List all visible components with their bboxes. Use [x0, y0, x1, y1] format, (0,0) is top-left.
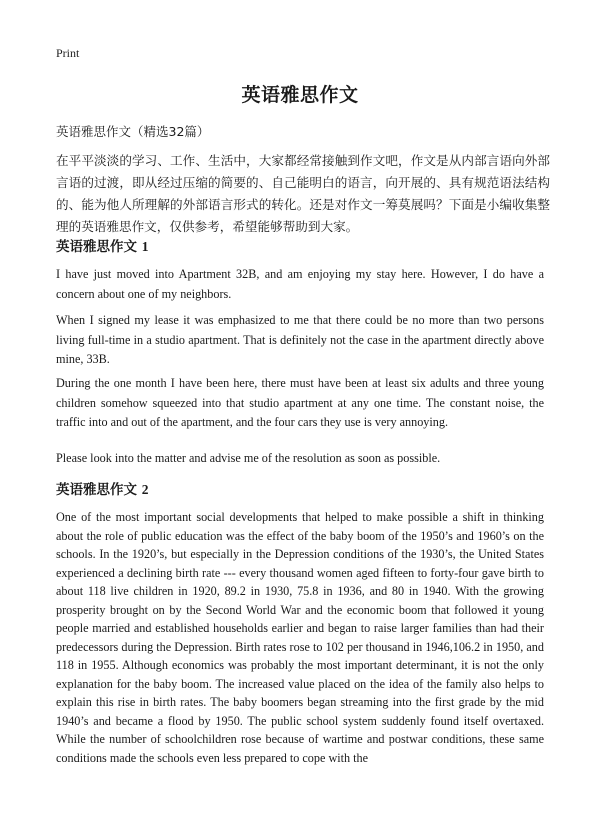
essay2-paragraph-1: One of the most important social developments that helped to make possible a shift in thinking about the role of public education was the effect of the baby boom of the 1950’s and 1960’s on the schools. In the 1920’s, but especially in the Depression conditions of the 1930’s, the United States experienced a declining birth rate --- every thousand women aged fifteen to forty-four gave birth to about 118 live children in 1920, 89.2 in 1930, 75.8 in 1936, and 80 in 1940. With the growing prosperity brought on by the Second World War and the economic boom that followed it young people married and established households earlier and began to raise larger families than had their predecessors during the Depression. Birth rates rose to 102 per thousand in 1946,106.2 in 1950, and 118 in 1955. Although economics was probably the most important determinant, it is not the only explanation for the baby boom. The increased value placed on the idea of the family also helps to explain this rise in birth rates. The baby boomers began streaming into the first grade by the mid 1940’s and became a flood by 1950. The public school system suddenly found itself overtaxed. While the number of schoolchildren rose because of wartime and postwar conditions, these same conditions made the schools even less prepared to cope with the — [56, 510, 544, 765]
section-heading-number: 1 — [141, 239, 149, 254]
section-heading-1 — [56, 235, 148, 255]
page-title: 英语雅思作文 — [241, 84, 359, 106]
section-heading-text: 英语雅思作文 — [56, 239, 137, 255]
section-heading-text: 英语雅思作文 — [56, 482, 137, 498]
document-subtitle: 英语雅思作文（精选32篇） — [56, 124, 210, 139]
essay1-paragraph-2: When I signed my lease it was emphasized to me that there could be no more than two persons living full-time in a studio apartment. That is definitely not the case in the apartment directly above mine, 33B. — [56, 313, 544, 366]
intro-paragraph: 在平平淡淡的学习、工作、生活中，大家都经常接触到作文吧，作文是从内部言语向外部言语的过渡，即从经过压缩的简要的、自己能明白的语言，向开展的、具有规范语法结构的、能为他人所理解的外部语言形式的转化。还是对作文一筹莫展吗？下面是小编收集整理的英语雅思作文，仅供参考，希望能够帮助到大家。 — [56, 153, 550, 234]
essay1-paragraph-4: Please look into the matter and advise me of the resolution as soon as possible. — [56, 451, 441, 465]
section-heading-number: 2 — [141, 482, 149, 497]
essay1-paragraph-3: During the one month I have been here, there must have been at least six adults and three young children somehow squeezed into that studio apartment at any one time. The constant noise, the traffic into and out of the apartment, and the four cars they use is very annoying. — [56, 376, 544, 429]
section-heading-2 — [56, 478, 148, 498]
essay1-paragraph-1: I have just moved into Apartment 32B, and am enjoying my stay here. However, I do have a concern about one of my neighbors. — [56, 267, 544, 301]
print-link[interactable]: Print — [56, 46, 80, 60]
